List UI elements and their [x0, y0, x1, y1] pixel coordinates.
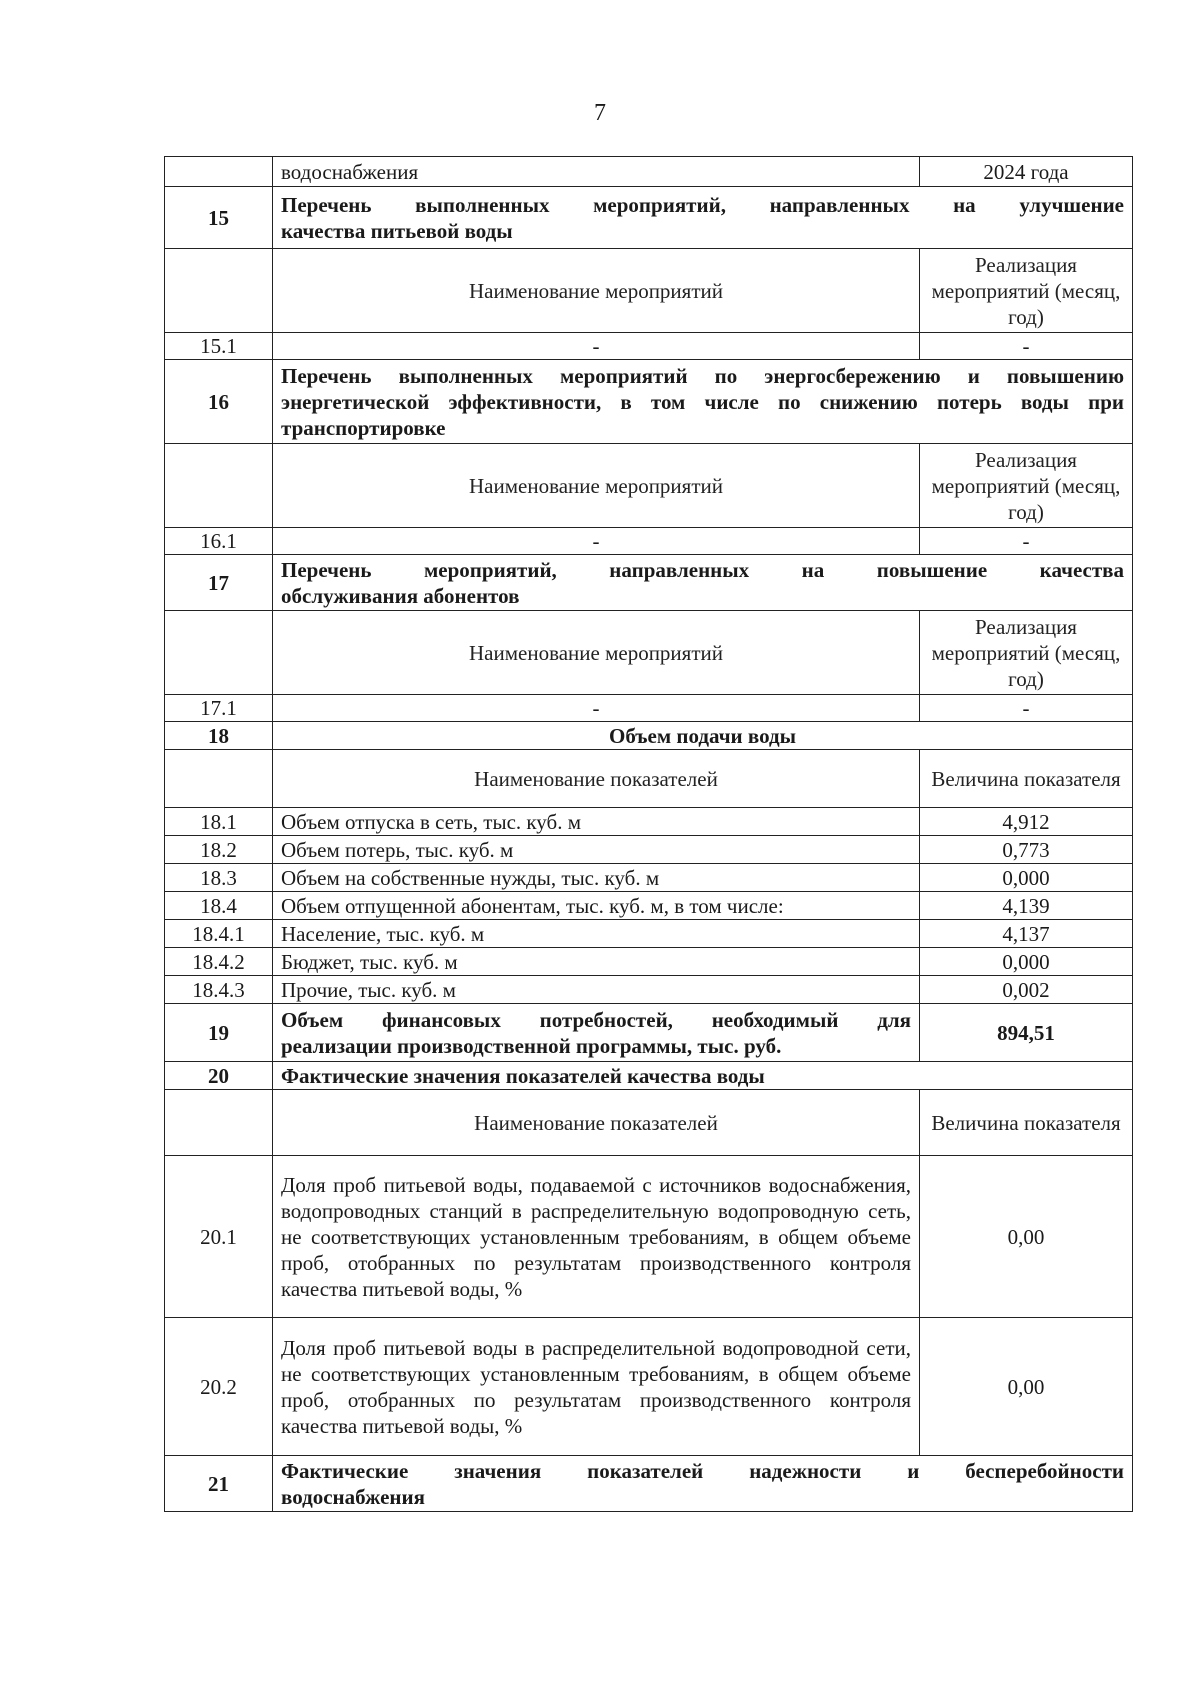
row-value: 0,773: [920, 836, 1133, 864]
column-header-name: Наименование мероприятий: [273, 444, 920, 528]
row-text: Объем потерь, тыс. куб. м: [273, 836, 920, 864]
row-text: Объем отпущенной абонентам, тыс. куб. м, в том числе:: [273, 892, 920, 920]
section-number: 16: [165, 360, 273, 444]
row-number: 20.1: [165, 1156, 273, 1318]
section-title: Фактические значения показателей надежности и бесперебойности водоснабжения: [273, 1456, 1133, 1512]
column-header-row: [165, 611, 1133, 695]
table-row: [165, 948, 1133, 976]
column-header-value: Величина показателя: [920, 1090, 1133, 1156]
table-row: [165, 836, 1133, 864]
row-number: 18.1: [165, 808, 273, 836]
section-number: 18: [165, 722, 273, 750]
row-text: Объем отпуска в сеть, тыс. куб. м: [273, 808, 920, 836]
row-text: Бюджет, тыс. куб. м: [273, 948, 920, 976]
column-header-row: [165, 249, 1133, 333]
column-header-value: Величина показателя: [920, 750, 1133, 808]
column-header-implementation: Реализация мероприятий (месяц, год): [920, 249, 1133, 333]
row-value: 2024 года: [920, 157, 1133, 187]
table-row: [165, 808, 1133, 836]
section-title: Объем финансовых потребностей, необходимый для реализации производственной программы, тыс. руб.: [273, 1004, 920, 1062]
section-21-header: [165, 1456, 1133, 1512]
row-text: водоснабжения: [273, 157, 920, 187]
section-number: 15: [165, 187, 273, 249]
row-number: 16.1: [165, 528, 273, 555]
row-value: 4,912: [920, 808, 1133, 836]
page-number: 7: [594, 100, 606, 126]
section-title: Перечень выполненных мероприятий по энергосбережению и повышению энергетической эффективности, в том числе по снижению потерь воды при транспортировке: [273, 360, 1133, 444]
row-number: 18.4: [165, 892, 273, 920]
row-value: 0,00: [920, 1156, 1133, 1318]
row-value: 4,137: [920, 920, 1133, 948]
row-number: 15.1: [165, 333, 273, 360]
table-row: [165, 1318, 1133, 1456]
section-number: 19: [165, 1004, 273, 1062]
section-number: 17: [165, 555, 273, 611]
row-value: 0,000: [920, 948, 1133, 976]
row-number: 18.3: [165, 864, 273, 892]
row-text: -: [273, 333, 920, 360]
column-header-name: Наименование мероприятий: [273, 611, 920, 695]
row-value: 0,00: [920, 1318, 1133, 1456]
row-number: 18.4.3: [165, 976, 273, 1004]
row-value: -: [920, 333, 1133, 360]
table-row: [165, 864, 1133, 892]
row-text: -: [273, 695, 920, 722]
section-17-header: [165, 555, 1133, 611]
table-row: [165, 1156, 1133, 1318]
row-number: 18.2: [165, 836, 273, 864]
section-number: 20: [165, 1062, 273, 1090]
column-header-implementation: Реализация мероприятий (месяц, год): [920, 444, 1133, 528]
section-15-header: [165, 187, 1133, 249]
document-table: [164, 156, 1133, 1512]
row-number: 17.1: [165, 695, 273, 722]
column-header-name: Наименование мероприятий: [273, 249, 920, 333]
row-value: -: [920, 528, 1133, 555]
row-text: Доля проб питьевой воды, подаваемой с источников водоснабжения, водопроводных станций в распределительную водопроводную сеть, не соответствующих установленным требованиям, в общем объеме проб, отобранных по результатам производственного контроля качества питьевой воды, %: [273, 1156, 920, 1318]
row-number: 18.4.1: [165, 920, 273, 948]
row-text: Прочие, тыс. куб. м: [273, 976, 920, 1004]
table-row: [165, 892, 1133, 920]
column-header-name: Наименование показателей: [273, 750, 920, 808]
section-20-header: [165, 1062, 1133, 1090]
section-title: Перечень выполненных мероприятий, направленных на улучшение качества питьевой воды: [273, 187, 1133, 249]
column-header-row: [165, 1090, 1133, 1156]
section-16-header: [165, 360, 1133, 444]
table-row: [165, 333, 1133, 360]
row-text: Население, тыс. куб. м: [273, 920, 920, 948]
row-value: 0,002: [920, 976, 1133, 1004]
row-number: 20.2: [165, 1318, 273, 1456]
table-row: [165, 528, 1133, 555]
row-value: -: [920, 695, 1133, 722]
row-number: 18.4.2: [165, 948, 273, 976]
row-text: Объем на собственные нужды, тыс. куб. м: [273, 864, 920, 892]
table-row: [165, 976, 1133, 1004]
row-value: 4,139: [920, 892, 1133, 920]
section-19-row: [165, 1004, 1133, 1062]
table-row: [165, 920, 1133, 948]
column-header-name: Наименование показателей: [273, 1090, 920, 1156]
section-number: 21: [165, 1456, 273, 1512]
table-row: [165, 695, 1133, 722]
column-header-implementation: Реализация мероприятий (месяц, год): [920, 611, 1133, 695]
section-title: Фактические значения показателей качества воды: [273, 1062, 1133, 1090]
section-title: Перечень мероприятий, направленных на повышение качества обслуживания абонентов: [273, 555, 1133, 611]
section-title: Объем подачи воды: [273, 722, 1133, 750]
section-18-header: [165, 722, 1133, 750]
row-text: -: [273, 528, 920, 555]
row-text: Доля проб питьевой воды в распределительной водопроводной сети, не соответствующих установленным требованиям, в общем объеме проб, отобранных по результатам производственного контроля качества питьевой воды, %: [273, 1318, 920, 1456]
column-header-row: [165, 750, 1133, 808]
financial-needs-value: 894,51: [920, 1004, 1133, 1062]
row-value: 0,000: [920, 864, 1133, 892]
column-header-row: [165, 444, 1133, 528]
table-row: [165, 157, 1133, 187]
